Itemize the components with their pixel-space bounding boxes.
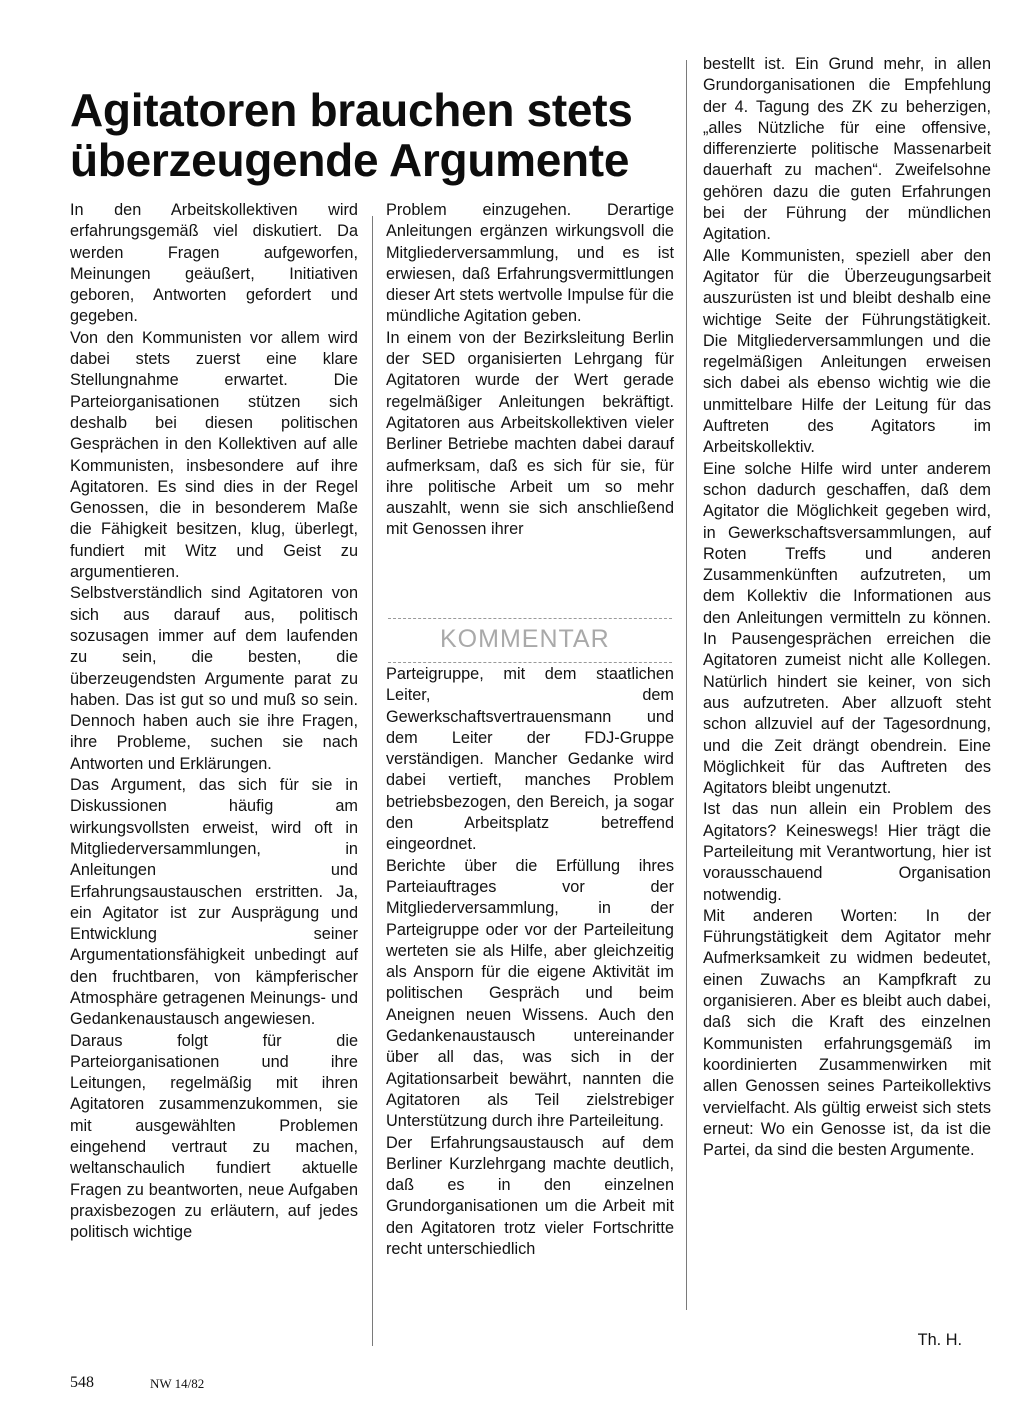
paragraph: Daraus folgt für die Parteiorganisationen und ihre Leitungen, regelmäßig mit ihren Agitatoren zusammenzukommen, sie mit ausgewählten Problemen eingehend vertraut zu machen, weltanschaulich fundiert aktuelle Fragen zu beantworten, neue Aufgaben praxisbezogen zu erläutern, auf jedes politisch wichtige (70, 1031, 358, 1242)
issue-label: NW 14/82 (150, 1376, 205, 1391)
paragraph: In den Arbeitskollektiven wird erfahrungsgemäß viel diskutiert. Da werden Fragen aufgeworfen, Meinungen geäußert, Initiativen geboren, Antworten gefordert und gegeben. (70, 201, 358, 326)
paragraph: Ist das nun allein ein Problem des Agitators? Keineswegs! Hier trägt die Parteileitung mit Verantwortung, hier ist vorausschauend Organisation notwendig. (703, 800, 991, 904)
paragraph: Parteigruppe, mit dem staatlichen Leiter, dem Gewerkschaftsvertrauensmann und dem Leiter der FDJ-Gruppe verständigen. Mancher Gedanke wird dabei vertieft, manches Problem betriebsbezogen, den Bereich, ja sogar den Arbeitsplatz betreffend eingeordnet. (386, 665, 674, 854)
author-signature: Th. H. (917, 1331, 962, 1349)
headline (70, 85, 670, 185)
headline-line-1: Agitatoren brauchen stets (70, 83, 633, 136)
column-2-top (386, 200, 674, 541)
headline-line-2: überzeugende Argumente (70, 133, 630, 186)
column-divider (686, 60, 687, 1310)
paragraph: Mit anderen Worten: In der Führungstätigkeit dem Agitator mehr Aufmerksamkeit zu widmen bedeutet, einen Zuwachs an Kampfkraft zu organisieren. Aber es bleibt auch dabei, daß sich die Kraft des einzelnen Kommunisten erfahrungsgemäß im koordinierten Zusammenwirken mit allen Genossen seines Parteikollektivs vervielfacht. Als gültig erweist sich stets erneut: Wo ein Genosse ist, da ist die Partei, da sind die besten Argumente. (703, 906, 991, 1160)
paragraph: bestellt ist. Ein Grund mehr, in allen Grundorganisationen die Empfehlung der 4. Tagung des ZK zu beherzigen, „alles Nützliche für eine offensive, differenzierte politische Massenarbeit dauerhaft zu machen“. Zweifelsohne gehören dazu die guten Erfahrungen bei der Führung der mündlichen Agitation. (703, 55, 991, 244)
paragraph: Berichte über die Erfüllung ihres Parteiauftrages vor der Mitgliederversammlung, in der Parteigruppe oder vor der Parteileitung werteten sie als Hilfe, aber gleichzeitig als Ansporn für die eigene Aktivität im politischen Gespräch und beim Aneignen neuen Wissens. Auch den Gedankenaustausch untereinander über all das, was sich in der Agitationsarbeit bewährt, nannten die Agitatoren als Teil zielstrebiger Unterstützung durch ihre Parteileitung. (386, 856, 674, 1131)
paragraph: Problem einzugehen. Derartige Anleitungen ergänzen wirkungsvoll die Mitgliederversammlung, und es ist erwiesen, daß Erfahrungsvermittlungen dieser Art stets wertvolle Impulse für die mündliche Agitation geben. (386, 201, 674, 326)
paragraph: Das Argument, das sich für sie in Diskussionen häufig am wirkungsvollsten erweist, wird oft in Mitgliederversammlungen, in Anleitungen und Erfahrungsaustauschen erstritten. Ja, ein Agitator ist zur Ausprägung und Entwicklung seiner Argumentationsfähigkeit unbedingt auf den fruchtbaren, von kämpferischer Atmosphäre getragenen Meinungs- und Gedankenaustausch angewiesen. (70, 776, 358, 1029)
kommentar-rule-top (388, 618, 672, 619)
paragraph: Eine solche Hilfe wird unter anderem schon dadurch geschaffen, daß dem Agitator die Möglichkeit gegeben wird, in Gewerkschaftsversammlungen, auf Roten Treffs und anderen Zusammenkünften aufzutreten, um dem Kollektiv die Informationen aus den Anleitungen vermitteln zu können. In Pausengesprächen erreichen die Agitatoren zumeist nicht alle Kollegen. Natürlich hindert sie keiner, von sich aus aufzutreten. Aber allzuoft steht schon allzuviel auf der Tagesordnung, und die Zeit drängt obendrein. Eine Möglichkeit für das Auftreten des Agitators bleibt ungenutzt. (703, 459, 991, 798)
paragraph: Der Erfahrungsaustausch auf dem Berliner Kurzlehrgang machte deutlich, daß es in den einzelnen Grundorganisationen um die Arbeit mit den Agitatoren trotz vieler Fortschritte recht unterschiedlich (386, 1133, 674, 1259)
kommentar-label: KOMMENTAR (440, 625, 610, 653)
column-2-bottom (386, 664, 674, 1260)
paragraph: In einem von der Bezirksleitung Berlin der SED organisierten Lehrgang für Agitatoren wurde der Wert gerade regelmäßiger Anleitungen bekräftigt. Agitatoren aus Arbeitskollektiven vieler Berliner Betriebe machten dabei darauf aufmerksam, daß es sich für sie, für ihre politische Arbeit um so mehr auszahlt, wenn sie sich anschließend mit Genossen ihrer (386, 328, 674, 539)
paragraph: Alle Kommunisten, speziell aber den Agitator für die Überzeugungsarbeit auszurüsten ist und bleibt deshalb eine wichtige Seite der Führungstätigkeit. Die Mitgliederversammlungen und die regelmäßigen Anleitungen erweisen sich dabei als ebenso wichtig wie die unmittelbare Hilfe der Leitung für das Auftreten des Agitators im Arbeitskollektiv. (703, 246, 991, 457)
paragraph: Selbstverständlich sind Agitatoren von sich aus darauf aus, politisch sozusagen immer auf dem laufenden zu sein, die besten, die überzeugendsten Argumente parat zu haben. Das ist gut so und muß so sein. Dennoch haben auch sie ihre Fragen, ihre Probleme, suchen sie nach Antworten und Erklärungen. (70, 584, 358, 773)
kommentar-rule-bottom (388, 662, 672, 663)
column-divider (372, 216, 373, 1346)
column-1 (70, 200, 358, 1244)
page-number: 548 (70, 1374, 94, 1391)
paragraph: Von den Kommunisten vor allem wird dabei stets zuerst eine klare Stellungnahme erwartet. Die Parteiorganisationen stützen sich deshalb bei diesen politischen Gesprächen in den Kollektiven auf alle Kommunisten, insbesondere auf ihre Agitatoren. Es sind dies in der Regel Genossen, die in besonderem Maße die Fähigkeit besitzen, klug, überlegt, fundiert mit Witz und Geist zu argumentieren. (70, 328, 358, 582)
column-3 (703, 54, 991, 1161)
